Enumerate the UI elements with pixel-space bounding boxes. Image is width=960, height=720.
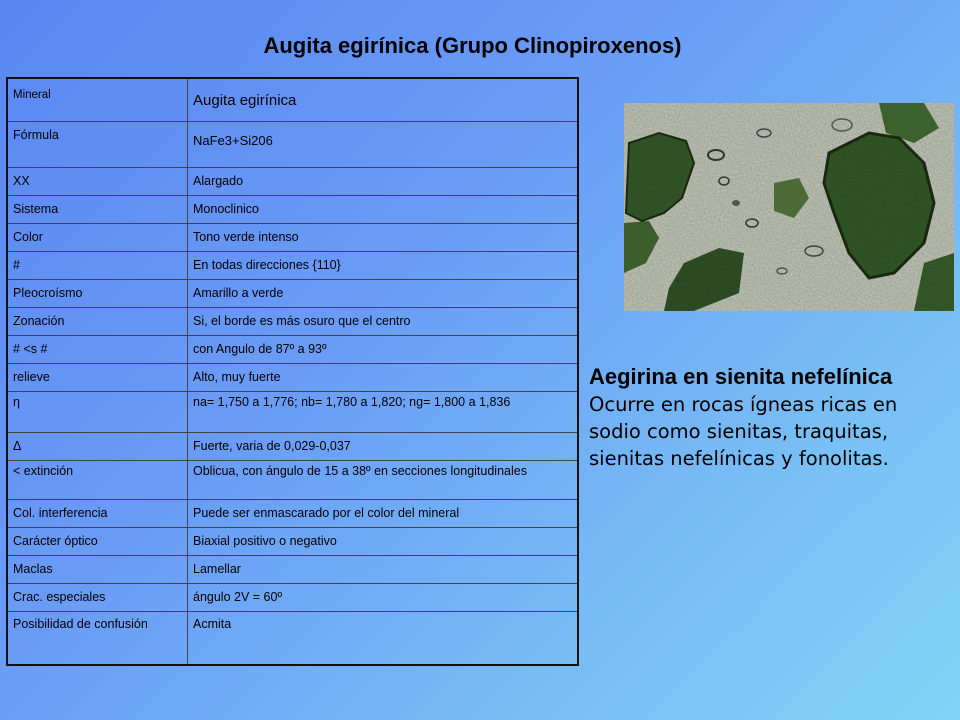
property-value: Lamellar [188,556,579,584]
table-row [7,500,578,528]
property-name: Carácter óptico [7,528,188,556]
table-row [7,612,578,666]
property-value: Alargado [188,168,579,196]
table-row [7,364,578,392]
table-row [7,78,578,122]
table-row [7,461,578,500]
table-row [7,336,578,364]
caption-text: Ocurre en rocas ígneas ricas en sodio como sienitas, traquitas, sienitas nefelínicas y fonolitas. [589,393,898,470]
property-name: Col. interferencia [7,500,188,528]
caption-block [589,362,949,472]
property-value: con Angulo de 87º a 93º [188,336,579,364]
property-name: < extinción [7,461,188,500]
property-name: Zonación [7,308,188,336]
table-row [7,584,578,612]
property-name: Mineral [7,78,188,122]
property-name: relieve [7,364,188,392]
table-row [7,280,578,308]
thin-section-micrograph [624,103,954,311]
table-row [7,224,578,252]
table-row [7,556,578,584]
property-name: # [7,252,188,280]
property-name: Color [7,224,188,252]
properties-table [6,77,579,666]
property-value: Acmita [188,612,579,666]
property-name: η [7,392,188,433]
table-row [7,433,578,461]
property-value: Amarillo a verde [188,280,579,308]
property-name: Maclas [7,556,188,584]
property-name: XX [7,168,188,196]
property-name: Δ [7,433,188,461]
table-row [7,196,578,224]
property-value: Oblicua, con ángulo de 15 a 38º en secciones longitudinales [188,461,579,500]
table-row [7,528,578,556]
property-value: Puede ser enmascarado por el color del mineral [188,500,579,528]
property-value: Monoclinico [188,196,579,224]
property-value: Biaxial positivo o negativo [188,528,579,556]
property-name: Posibilidad de confusión [7,612,188,666]
property-value: ángulo 2V = 60º [188,584,579,612]
property-value: Fuerte, varia de 0,029-0,037 [188,433,579,461]
property-name: Sistema [7,196,188,224]
table-row [7,122,578,168]
property-value: NaFe3+Si206 [188,122,579,168]
property-value: Tono verde intenso [188,224,579,252]
property-value: En todas direcciones {110} [188,252,579,280]
table-row [7,168,578,196]
table-row [7,252,578,280]
property-name: Pleocroísmo [7,280,188,308]
property-value: na= 1,750 a 1,776; nb= 1,780 a 1,820; ng= 1,800 a 1,836 [188,392,579,433]
property-value: Alto, muy fuerte [188,364,579,392]
property-value: Si, el borde es más osuro que el centro [188,308,579,336]
property-name: Fórmula [7,122,188,168]
property-value: Augita egirínica [188,78,579,122]
property-name: Crac. especiales [7,584,188,612]
table-row [7,392,578,433]
slide-title: Augita egirínica (Grupo Clinopiroxenos) [263,33,682,58]
caption-heading: Aegirina en sienita nefelínica [589,364,893,389]
property-name: # <s # [7,336,188,364]
table-row [7,308,578,336]
